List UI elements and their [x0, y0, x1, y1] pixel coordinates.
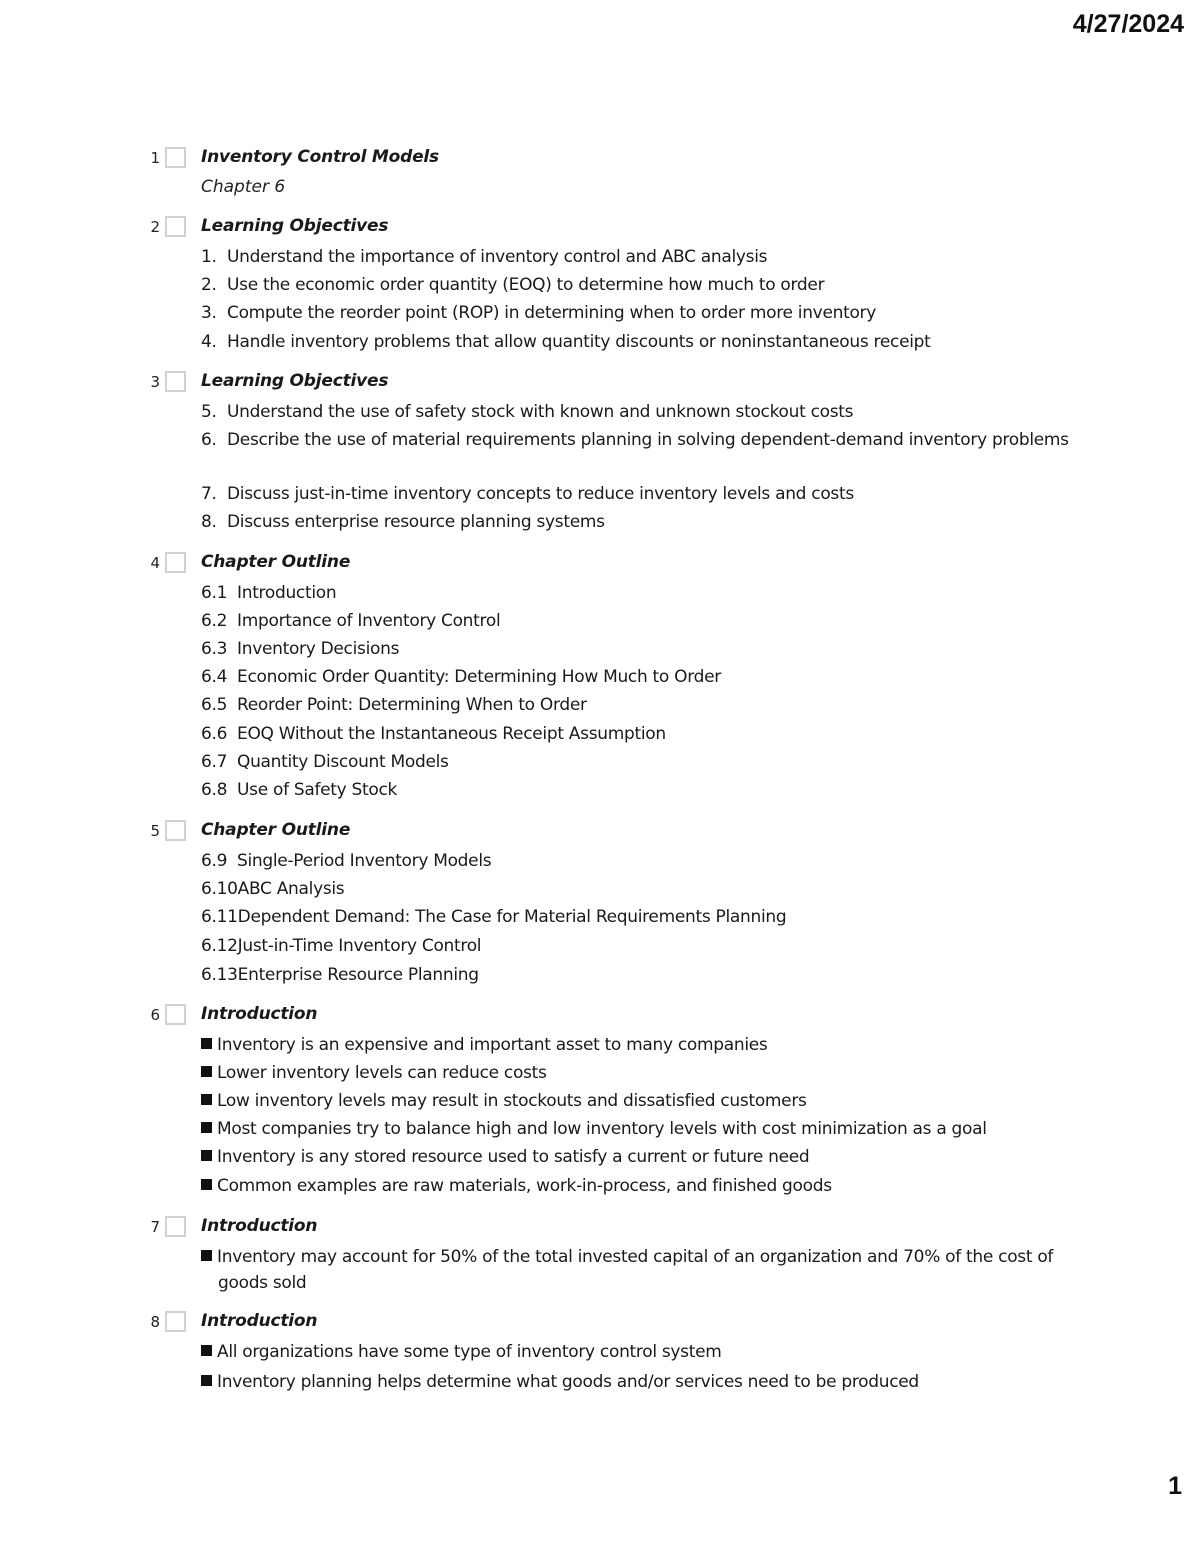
slide-checkbox[interactable] [165, 147, 186, 168]
slide-header [0, 370, 1200, 396]
list-item-text: Discuss just-in-time inventory concepts to reduce inventory levels and costs [227, 484, 854, 504]
list-item-text: Understand the use of safety stock with known and unknown stockout costs [227, 402, 854, 422]
list-item [201, 272, 824, 298]
list-number: 4. [201, 332, 217, 352]
square-bullet-icon [201, 1094, 212, 1105]
slide-title: Chapter Outline [201, 552, 351, 572]
slide-number: 8 [150, 1313, 160, 1331]
list-item-text: Inventory is an expensive and important asset to many companies [217, 1035, 768, 1055]
page-number: 1 [1168, 1472, 1182, 1500]
slide-title: Inventory Control Models [201, 147, 439, 167]
list-item-text: Lower inventory levels can reduce costs [217, 1063, 547, 1083]
list-item-text: Single-Period Inventory Models [237, 851, 492, 871]
list-item-text: Compute the reorder point (ROP) in determining when to order more inventory [227, 303, 876, 323]
list-item [201, 1244, 1071, 1296]
section-number: 6.7 [201, 752, 228, 772]
slide-subtitle: Chapter 6 [201, 177, 286, 197]
square-bullet-icon [201, 1038, 212, 1049]
slide-checkbox[interactable] [165, 820, 186, 841]
section-number: 6.11 [201, 907, 238, 927]
slide-header [0, 551, 1200, 577]
section-number: 6.10 [201, 879, 238, 899]
square-bullet-icon [201, 1375, 212, 1386]
list-item-text: ABC Analysis [237, 879, 345, 899]
list-item [201, 1369, 919, 1395]
list-item [201, 692, 587, 718]
list-item-text: Importance of Inventory Control [237, 611, 501, 631]
list-item-text: Inventory may account for 50% of the total invested capital of an organization and 70% of the cost of goods sold [217, 1247, 1054, 1293]
list-item-text: Use of Safety Stock [237, 780, 398, 800]
list-item-text: Common examples are raw materials, work-in-process, and finished goods [217, 1176, 832, 1196]
list-item [201, 580, 336, 606]
slide-title: Introduction [201, 1216, 318, 1236]
list-item [201, 608, 500, 634]
section-number: 6.13 [201, 965, 238, 985]
list-item-text: Inventory is any stored resource used to satisfy a current or future need [217, 1147, 810, 1167]
square-bullet-icon [201, 1066, 212, 1077]
slide-header [0, 1310, 1200, 1336]
list-number: 6. [201, 430, 217, 450]
list-item-text: Discuss enterprise resource planning systems [227, 512, 605, 532]
list-item [201, 664, 721, 690]
section-number: 6.9 [201, 851, 228, 871]
slide-number: 1 [150, 149, 160, 167]
list-item [201, 1032, 768, 1058]
list-item-text: Dependent Demand: The Case for Material Requirements Planning [237, 907, 787, 927]
list-item [201, 329, 931, 355]
list-number: 8. [201, 512, 217, 532]
slide-title: Learning Objectives [201, 371, 389, 391]
list-item [201, 721, 666, 747]
list-item-text: Reorder Point: Determining When to Order [237, 695, 587, 715]
slide-checkbox[interactable] [165, 216, 186, 237]
slide-title: Introduction [201, 1004, 318, 1024]
list-item [201, 636, 399, 662]
slide-title: Learning Objectives [201, 216, 389, 236]
list-number: 7. [201, 484, 217, 504]
slide-number: 7 [150, 1218, 160, 1236]
section-number: 6.5 [201, 695, 228, 715]
list-item [201, 1339, 722, 1365]
section-number: 6.12 [201, 936, 238, 956]
list-item-text: Describe the use of material requirements planning in solving dependent-demand inventory problems [227, 430, 1069, 450]
list-item [201, 777, 397, 803]
slide-number: 6 [150, 1006, 160, 1024]
slide-checkbox[interactable] [165, 371, 186, 392]
section-number: 6.4 [201, 667, 228, 687]
list-item [201, 876, 344, 902]
list-item-text: Use the economic order quantity (EOQ) to determine how much to order [227, 275, 825, 295]
square-bullet-icon [201, 1345, 212, 1356]
section-number: 6.3 [201, 639, 228, 659]
list-item [201, 399, 853, 425]
slide-checkbox[interactable] [165, 1004, 186, 1025]
slide-number: 2 [150, 218, 160, 236]
list-item-text: All organizations have some type of inventory control system [217, 1342, 722, 1362]
list-number: 5. [201, 402, 217, 422]
square-bullet-icon [201, 1179, 212, 1190]
list-item-text: Introduction [237, 583, 337, 603]
list-item [201, 1088, 807, 1114]
list-item-text: Low inventory levels may result in stockouts and dissatisfied customers [217, 1091, 807, 1111]
section-number: 6.8 [201, 780, 228, 800]
list-number: 2. [201, 275, 217, 295]
slide-checkbox[interactable] [165, 552, 186, 573]
list-item [201, 749, 449, 775]
slide-number: 5 [150, 822, 160, 840]
section-number: 6.2 [201, 611, 228, 631]
slide-header [0, 1003, 1200, 1029]
slide-checkbox[interactable] [165, 1216, 186, 1237]
list-item-text: Handle inventory problems that allow quantity discounts or noninstantaneous receipt [227, 332, 931, 352]
list-item [201, 509, 605, 535]
list-item [201, 962, 479, 988]
square-bullet-icon [201, 1122, 212, 1133]
list-item-text: Quantity Discount Models [237, 752, 449, 772]
list-item [201, 481, 854, 507]
slide-checkbox[interactable] [165, 1311, 186, 1332]
list-item [201, 1144, 809, 1170]
list-item [201, 1116, 987, 1142]
list-item-text: EOQ Without the Instantaneous Receipt Assumption [237, 724, 666, 744]
list-item [201, 904, 786, 930]
square-bullet-icon [201, 1150, 212, 1161]
slide-header [0, 215, 1200, 241]
list-item [201, 933, 481, 959]
list-item [201, 1173, 832, 1199]
list-item-text: Inventory Decisions [237, 639, 400, 659]
list-item-text: Economic Order Quantity: Determining How Much to Order [237, 667, 721, 687]
list-item-text: Inventory planning helps determine what goods and/or services need to be produced [217, 1372, 919, 1392]
list-item [201, 848, 491, 874]
print-date: 4/27/2024 [1072, 10, 1184, 38]
section-number: 6.1 [201, 583, 228, 603]
list-item [201, 244, 767, 270]
list-item-text: Most companies try to balance high and low inventory levels with cost minimization as a goal [217, 1119, 987, 1139]
square-bullet-icon [201, 1250, 212, 1261]
list-item [201, 1060, 547, 1086]
list-item [201, 427, 1081, 453]
list-number: 1. [201, 247, 217, 267]
list-item-text: Understand the importance of inventory control and ABC analysis [227, 247, 768, 267]
slide-title: Chapter Outline [201, 820, 351, 840]
slide-number: 4 [150, 554, 160, 572]
slide-header [0, 1215, 1200, 1241]
list-item-text: Just-in-Time Inventory Control [237, 936, 482, 956]
list-item [201, 300, 876, 326]
slide-header [0, 146, 1200, 172]
slide-title: Introduction [201, 1311, 318, 1331]
slide-header [0, 819, 1200, 845]
list-item-text: Enterprise Resource Planning [237, 965, 479, 985]
slide-number: 3 [150, 373, 160, 391]
section-number: 6.6 [201, 724, 228, 744]
list-number: 3. [201, 303, 217, 323]
